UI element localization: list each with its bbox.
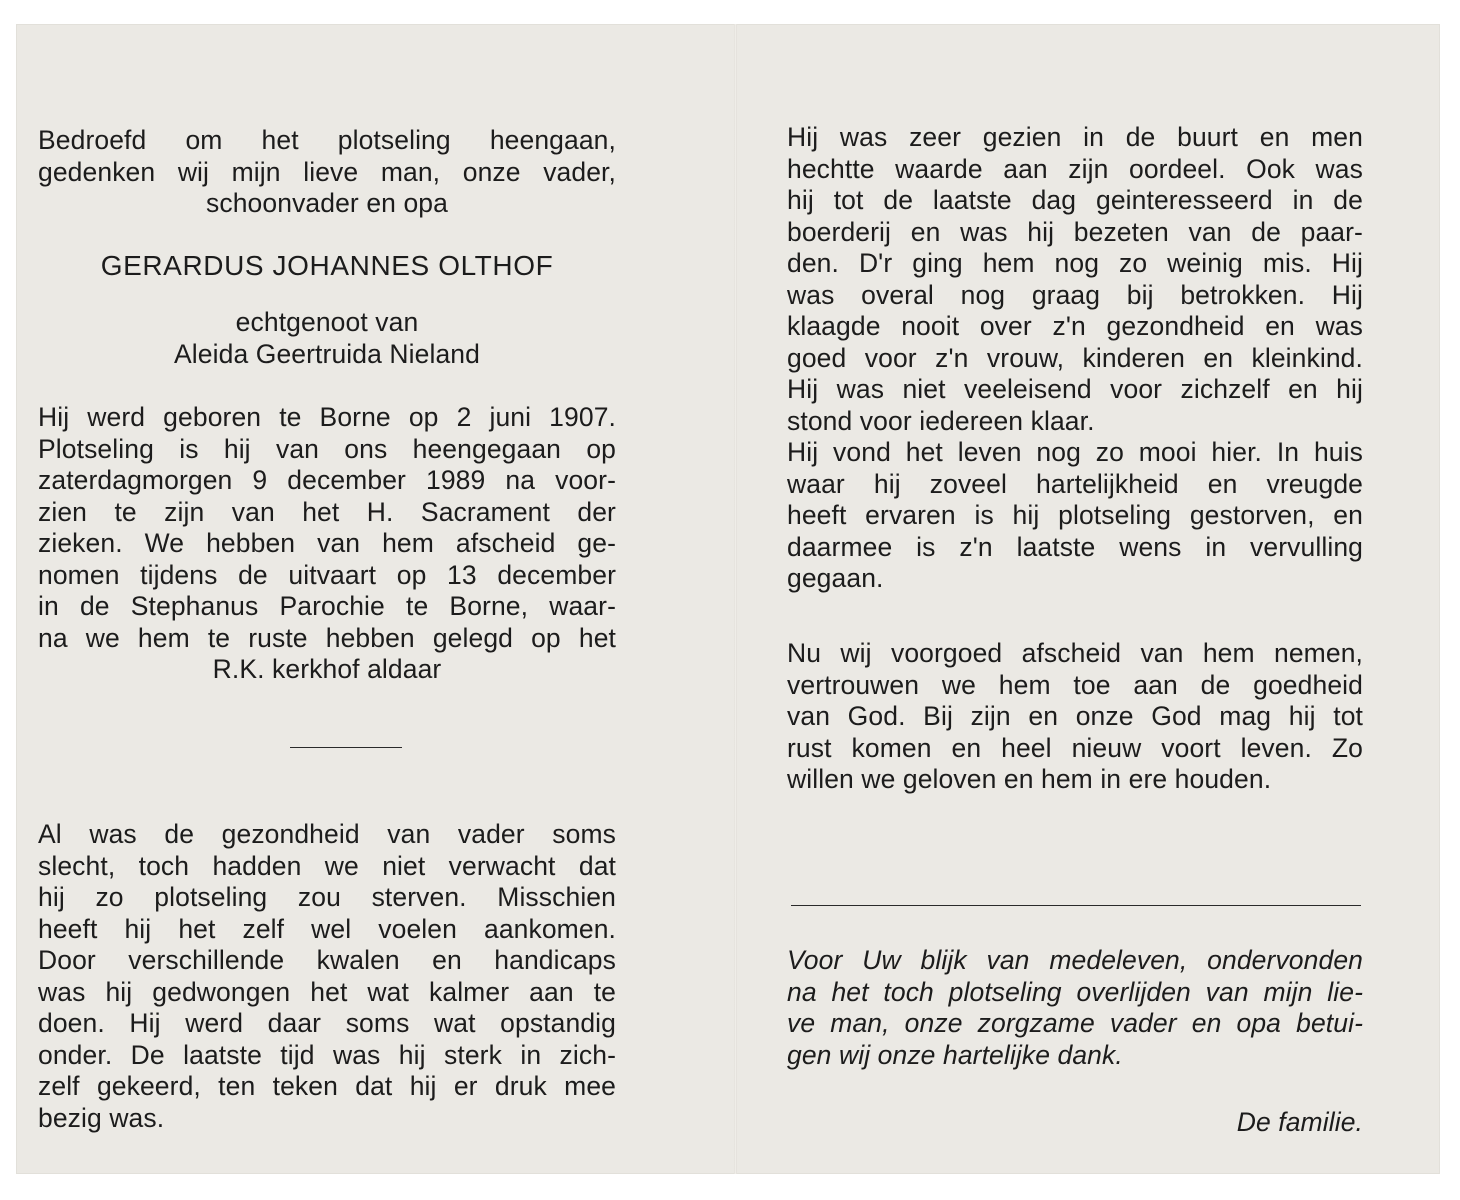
section-divider: [290, 747, 402, 748]
character-line: Hij was niet veeleisend voor zichzelf en hij: [787, 374, 1363, 404]
faith-line: rust komen en heel nieuw voort leven. Zo: [787, 732, 1363, 763]
character-line: klaagde nooit over z'n gezondheid en was: [787, 311, 1363, 341]
intro-line: Bedroefd om het plotseling heengaan,: [38, 125, 616, 155]
health-line: was hij gedwongen het wat kalmer aan te: [38, 976, 616, 1007]
intro-block: [38, 125, 616, 220]
biography-line: R.K. kerkhof aldaar: [212, 654, 442, 684]
character-line: den. D'r ging hem nog zo weinig mis. Hij: [787, 248, 1363, 278]
character-line: Hij was zeer gezien in de buurt en men: [787, 122, 1363, 152]
character-line: hij tot de laatste dag geinteresseerd in de: [787, 185, 1363, 215]
character-line: hechtte waarde aan zijn oordeel. Ook was: [787, 153, 1363, 184]
deceased-name: GERARDUS JOHANNES OLTHOF: [100, 250, 554, 281]
card-fold: [734, 24, 737, 1174]
faith-block: [787, 638, 1363, 796]
character-line: gegaan.: [787, 563, 884, 593]
biography-line: Plotseling is hij van ons heengegaan op: [38, 433, 616, 464]
health-line: slecht, toch hadden we niet verwacht dat: [38, 850, 616, 881]
character-line: waar hij zoveel hartelijkheid en vreugde: [787, 468, 1363, 499]
character-line: daarmee is z'n laatste wens in vervulling: [787, 531, 1363, 562]
biography-line: zaterdagmorgen 9 december 1989 na voor-: [38, 465, 616, 495]
biography-line: in de Stephanus Parochie te Borne, waar-: [38, 591, 616, 621]
health-line: Al was de gezondheid van vader soms: [38, 819, 616, 849]
character-line: heeft ervaren is hij plotseling gestorven, en: [787, 500, 1363, 530]
biography-line: nomen tijdens de uitvaart op 13 december: [38, 559, 616, 590]
intro-line: gedenken wij mijn lieve man, onze vader,: [38, 156, 616, 187]
section-divider: [791, 905, 1361, 906]
spouse-block: [38, 307, 616, 370]
thanks-block: [787, 945, 1363, 1071]
spouse-line: Aleida Geertruida Nieland: [174, 338, 480, 369]
health-line: Door verschillende kwalen en handicaps: [38, 945, 616, 975]
biography-block: [38, 402, 616, 686]
faith-line: vertrouwen we hem toe aan de goedheid: [787, 669, 1363, 700]
biography-line: na we hem te ruste hebben gelegd op het: [38, 622, 616, 653]
biography-line: zieken. We hebben van hem afscheid ge-: [38, 528, 616, 558]
health-line: doen. Hij werd daar soms wat opstandig: [38, 1008, 616, 1038]
signature: De familie.: [1236, 1107, 1363, 1137]
thanks-line: gen wij onze hartelijke dank.: [787, 1039, 1123, 1070]
character-line: was overal nog graag bij betrokken. Hij: [787, 279, 1363, 310]
faith-line: van God. Bij zijn en onze God mag hij tot: [787, 701, 1363, 731]
spouse-line: echtgenoot van: [235, 307, 419, 337]
character-line: Hij vond het leven nog zo mooi hier. In huis: [787, 437, 1363, 467]
thanks-line: na het toch plotseling overlijden van mijn lie-: [787, 976, 1363, 1007]
health-block: [38, 819, 616, 1134]
health-line: bezig was.: [38, 1102, 165, 1133]
faith-line: willen we geloven en hem in ere houden.: [787, 764, 1272, 794]
thanks-line: Voor Uw blijk van medeleven, ondervonden: [787, 945, 1363, 975]
health-line: hij zo plotseling zou sterven. Misschien: [38, 882, 616, 912]
intro-line: schoonvader en opa: [206, 188, 448, 218]
faith-line: Nu wij voorgoed afscheid van hem nemen,: [787, 638, 1363, 668]
biography-line: zien te zijn van het H. Sacrament der: [38, 496, 616, 527]
health-line: zelf gekeerd, ten teken dat hij er druk mee: [38, 1071, 616, 1101]
biography-line: Hij werd geboren te Borne op 2 juni 1907.: [38, 402, 616, 432]
character-line: stond voor iedereen klaar.: [787, 405, 1095, 436]
memorial-card: [16, 24, 1440, 1174]
character-block: [787, 122, 1363, 595]
health-line: heeft hij het zelf wel voelen aankomen.: [38, 913, 616, 944]
character-line: boerderij en was hij bezeten van de paar-: [787, 216, 1363, 247]
thanks-line: ve man, onze zorgzame vader en opa betui-: [787, 1008, 1363, 1038]
character-line: goed voor z'n vrouw, kinderen en kleinkind.: [787, 342, 1363, 373]
health-line: onder. De laatste tijd was hij sterk in zich-: [38, 1039, 616, 1070]
